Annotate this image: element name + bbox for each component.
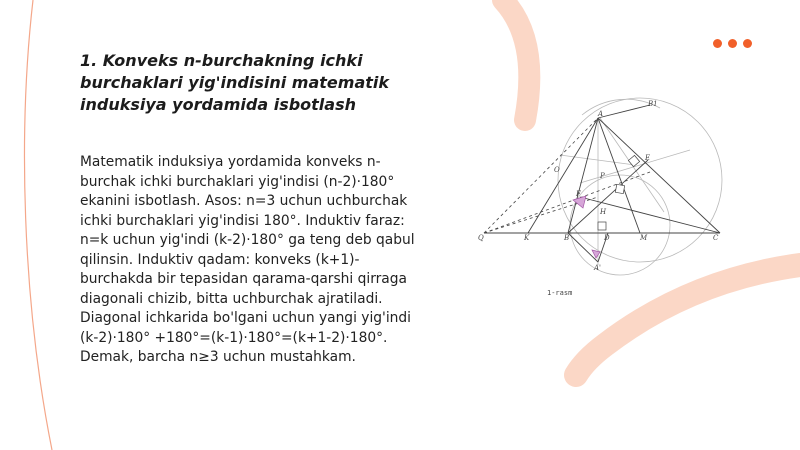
label-A-prime: A' <box>594 264 601 272</box>
label-Q: Q <box>478 234 484 242</box>
line-AB1 <box>598 105 650 118</box>
side-AB <box>568 118 598 233</box>
light-line <box>580 150 690 183</box>
label-M: M <box>640 234 648 242</box>
left-thin-arc <box>25 0 52 450</box>
label-D: D <box>604 234 610 242</box>
label-B: B <box>564 234 570 242</box>
label-K: K <box>524 234 530 242</box>
label-E: E <box>645 154 651 162</box>
dashed-QE <box>484 172 650 233</box>
right-angle-marker <box>628 155 639 166</box>
label-O: O <box>554 166 560 174</box>
label-F: F <box>576 190 581 198</box>
menu-dots-icon[interactable] <box>713 39 752 48</box>
light-line <box>560 155 635 165</box>
dashed-QA <box>484 118 598 233</box>
dot-icon <box>743 39 752 48</box>
label-P: P <box>600 172 605 180</box>
geometry-figure <box>472 96 732 286</box>
right-angle-marker <box>615 184 624 193</box>
dot-icon <box>728 39 737 48</box>
right-angle-marker <box>598 222 606 230</box>
label-B1: B1 <box>648 100 658 108</box>
dot-icon <box>713 39 722 48</box>
label-A: A <box>598 110 604 118</box>
label-H: H <box>600 208 607 216</box>
slide-title: 1. Konveks n-burchakning ichki burchaklari yig'indisini matematik induksiya yordamida isbotlash <box>80 51 390 114</box>
body-paragraph: Matematik induksiya yordamida konveks n-burchak ichki burchaklari yig'indisi (n-2)·180° ekanini isbotlash. Asos: n=3 uchun uchburchak ichki burchaklari yig'indisi 180°. Induktiv faraz: n=k uchun yig'indi (k-2)·180° ga teng deb qabul qilinsin. Induktiv qadam: konveks (k+1)-burchakda bir tepasidan qarama-qarshi qirraga diagonali chizib, bitta uchburchak ajratiladi. Diagonal ichkarida bo'lgani uchun yangi yig'indi (k-2)·180° +180°=(k-1)·180°=(k+1-2)·180°. Demak, barcha n≥3 uchun mustahkam. <box>80 154 415 365</box>
figure-caption: 1-rasm <box>547 289 573 297</box>
label-C: C <box>713 234 719 242</box>
